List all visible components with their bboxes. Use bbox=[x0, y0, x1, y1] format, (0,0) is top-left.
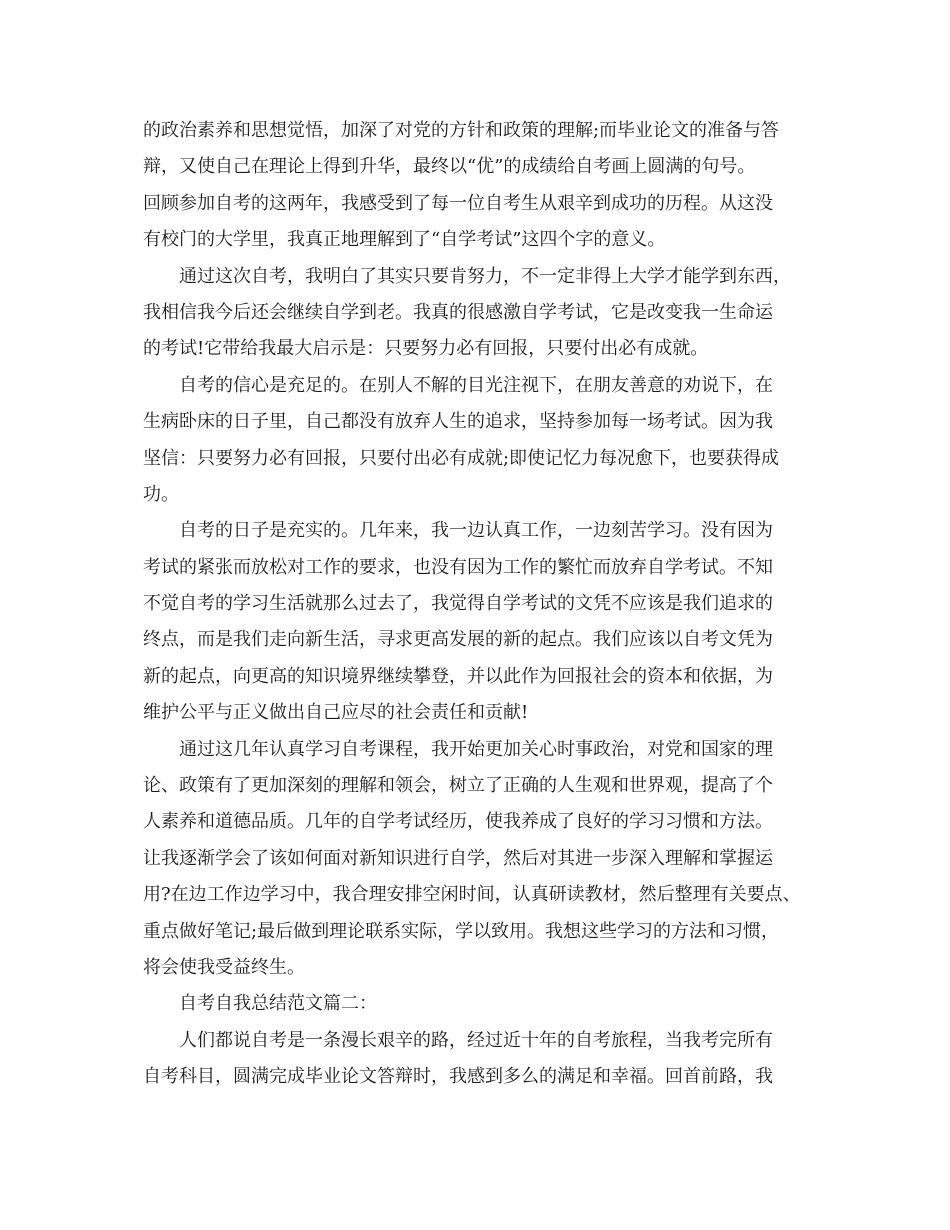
text-line: 论、政策有了更加深刻的理解和领会，树立了正确的人生观和世界观，提高了个 bbox=[143, 775, 773, 797]
text-line: 我相信我今后还会继续自学到老。我真的很感激自学考试，它是改变我一生命运 bbox=[143, 301, 773, 323]
text-line: 用?在边工作边学习中，我合理安排空闲时间，认真研读教材，然后整理有关要点、 bbox=[143, 884, 801, 906]
text-line: 辩，又使自己在理论上得到升华，最终以“优”的成绩给自考画上圆满的句号。 bbox=[143, 156, 756, 178]
paragraph-start-line: 通过这次自考，我明白了其实只要肯努力，不一定非得上大学才能学到东西， bbox=[179, 265, 791, 287]
text-line: 让我逐渐学会了该如何面对新知识进行自学，然后对其进一步深入理解和掌握运 bbox=[143, 847, 773, 869]
paragraph-start-line: 通过这几年认真学习自考课程，我开始更加关心时事政治，对党和国家的理 bbox=[179, 738, 773, 760]
text-line: 考试的紧张而放松对工作的要求，也没有因为工作的繁忙而放弃自学考试。不知 bbox=[143, 556, 773, 578]
text-line: 将会使我受益终生。 bbox=[143, 956, 305, 978]
text-line: 回顾参加自考的这两年，我感受到了每一位自考生从艰辛到成功的历程。从这没 bbox=[143, 192, 773, 214]
text-line: 终点，而是我们走向新生活，寻求更高发展的新的起点。我们应该以自考文凭为 bbox=[143, 629, 773, 651]
text-line: 维护公平与正义做出自己应尽的社会责任和贡献! bbox=[143, 702, 529, 724]
text-line: 生病卧床的日子里，自己都没有放弃人生的追求，坚持参加每一场考试。因为我 bbox=[143, 411, 773, 433]
text-line: 新的起点，向更高的知识境界继续攀登，并以此作为回报社会的资本和依据，为 bbox=[143, 665, 773, 687]
paragraph-start-line: 自考的日子是充实的。几年来，我一边认真工作，一边刻苦学习。没有因为 bbox=[179, 520, 773, 542]
paragraph-start-line: 自考的信心是充足的。在别人不解的目光注视下，在朋友善意的劝说下，在 bbox=[179, 374, 773, 396]
text-line: 人素养和道德品质。几年的自学考试经历，使我养成了良好的学习习惯和方法。 bbox=[143, 811, 773, 833]
text-line: 坚信：只要努力必有回报，只要付出必有成就;即使记忆力每况愈下，也要获得成 bbox=[143, 447, 780, 469]
text-line: 不觉自考的学习生活就那么过去了，我觉得自学考试的文凭不应该是我们追求的 bbox=[143, 593, 773, 615]
document-body bbox=[143, 113, 803, 1096]
text-line: 自考科目，圆满完成毕业论文答辩时，我感到多么的满足和幸福。回首前路，我 bbox=[143, 1066, 773, 1088]
text-line: 的考试!它带给我最大启示是：只要努力必有回报，只要付出必有成就。 bbox=[143, 338, 709, 360]
section-heading: 自考自我总结范文篇二： bbox=[179, 993, 377, 1015]
paragraph-start-line: 人们都说自考是一条漫长艰辛的路，经过近十年的自考旅程，当我考完所有 bbox=[179, 1029, 773, 1051]
text-line: 重点做好笔记;最后做到理论联系实际，学以致用。我想这些学习的方法和习惯， bbox=[143, 920, 780, 942]
text-line: 有校门的大学里，我真正地理解到了“自学考试”这四个字的意义。 bbox=[143, 229, 666, 251]
text-line: 的政治素养和思想觉悟，加深了对党的方针和政策的理解;而毕业论文的准备与答 bbox=[143, 120, 780, 141]
text-line: 功。 bbox=[143, 483, 179, 505]
